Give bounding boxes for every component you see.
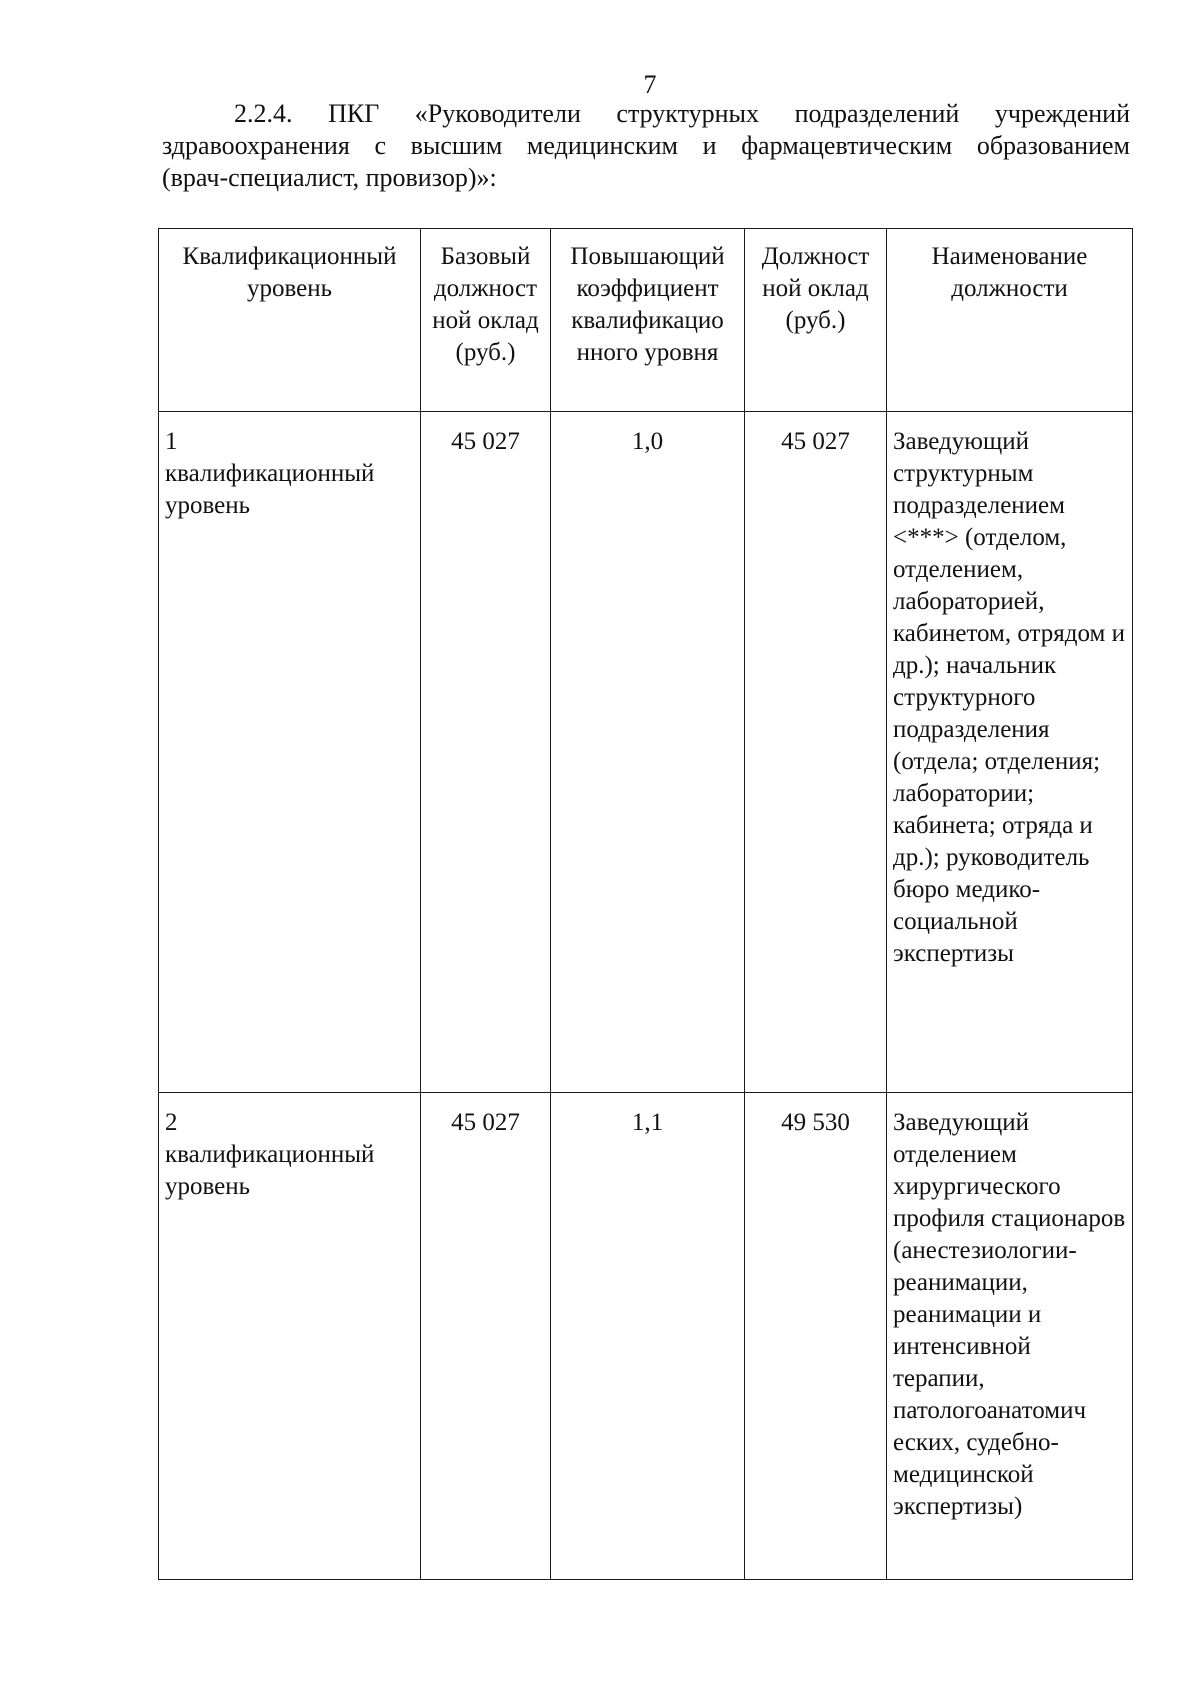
cell-base-salary: 45 027 xyxy=(421,412,551,1093)
table-row xyxy=(159,412,1133,1093)
salary-table xyxy=(158,228,1133,1580)
cell-salary: 45 027 xyxy=(745,412,887,1093)
cell-coefficient: 1,0 xyxy=(551,412,745,1093)
heading-line-2: здравоохранения с высшим медицинским и фармацевтическим образованием xyxy=(162,131,1130,160)
heading-line-3: (врач-специалист, провизор)»: xyxy=(162,163,497,192)
heading-line-1: 2.2.4. ПКГ «Руководители структурных подразделений учреждений xyxy=(234,99,1130,128)
header-qualification-level: Квалификационный уровень xyxy=(159,229,421,412)
cell-salary: 49 530 xyxy=(745,1093,887,1580)
header-salary: Должност ной оклад (руб.) xyxy=(745,229,887,412)
table-header-row xyxy=(159,229,1133,412)
header-position-name: Наименование должности xyxy=(887,229,1133,412)
header-base-salary: Базовый должност ной оклад (руб.) xyxy=(421,229,551,412)
section-heading xyxy=(162,98,1130,194)
cell-positions: Заведующий структурным подразделением <***> (отделом, отделением, лабораторией, кабинетом, отрядом и др.); начальник структурного подразделения (отдела; отделения; лаборатории; кабинета; отряда и др.); руководитель бюро медико-социальной экспертизы xyxy=(887,412,1133,1093)
cell-positions: Заведующий отделением хирургического профиля стационаров (анестезиологии-реанимации, реанимации и интенсивной терапии, патологоанатомич еских, судебно-медицинской экспертизы) xyxy=(887,1093,1133,1580)
page-number: 7 xyxy=(643,70,657,99)
cell-coefficient: 1,1 xyxy=(551,1093,745,1580)
cell-level: 2 квалификационный уровень xyxy=(159,1093,421,1580)
table-row xyxy=(159,1093,1133,1580)
header-coefficient: Повышающий коэффициент квалификацио нного уровня xyxy=(551,229,745,412)
cell-level: 1 квалификационный уровень xyxy=(159,412,421,1093)
cell-base-salary: 45 027 xyxy=(421,1093,551,1580)
